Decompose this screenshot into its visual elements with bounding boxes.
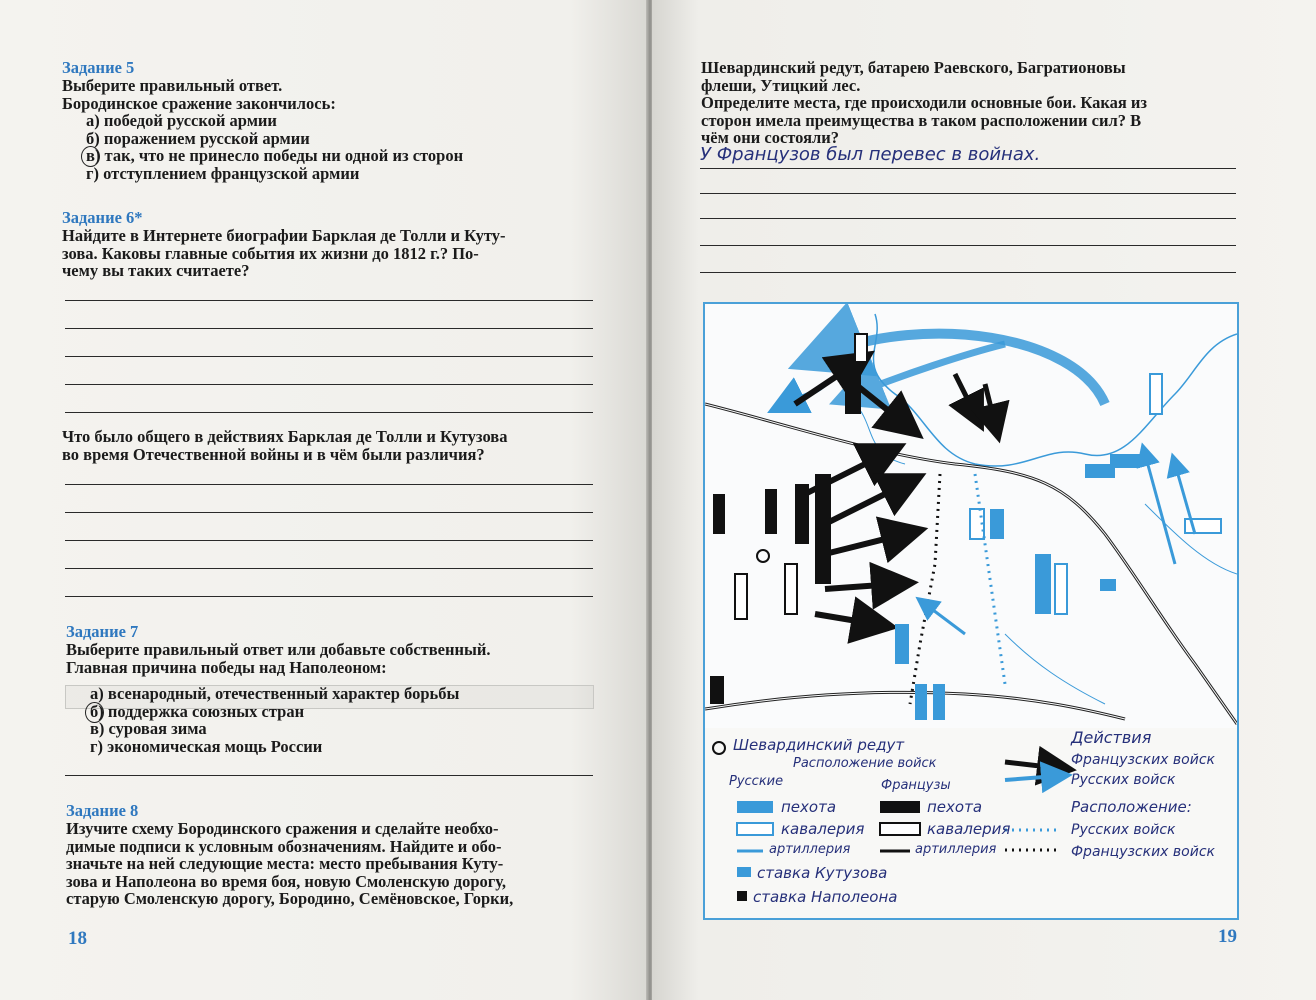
- task-6-question-2: Что было общего в действиях Барклая де Толли и Кутузова во время Отечественной войны и в чём были различия?: [62, 427, 508, 464]
- french-attack-arrow: [815, 614, 875, 624]
- answer-line[interactable]: [65, 384, 593, 385]
- french-attack-arrow: [825, 484, 905, 524]
- french-position-line: [910, 474, 940, 704]
- russian-infantry: [933, 684, 945, 720]
- task-7: [66, 623, 626, 676]
- task-7-option-c[interactable]: в) суровая зима: [90, 719, 207, 739]
- task-8: Задание 8 Изучите схему Бородинского сражения и сделайте необхо- димые подписи к условным обозначениям. Найдите и обо- значьте на ней следующие места: место пребывания Куту- зова и Наполеона во время боя, новую Смоленскую дорогу, старую Смоленскую дорогу, Бородино, Семёновское, Горки,: [66, 802, 626, 908]
- legend-actions-heading: Действия: [1071, 728, 1152, 747]
- task-7-line-1: Выберите правильный ответ или добавьте собственный.: [66, 640, 491, 659]
- borodino-battle-map: [703, 302, 1239, 732]
- left-page: [0, 0, 648, 1000]
- answer-line[interactable]: [65, 540, 593, 541]
- russian-cavalry: [1055, 564, 1067, 614]
- french-attack-arrow: [825, 584, 895, 589]
- french-cavalry: [785, 564, 797, 614]
- task-7-title: Задание 7: [66, 622, 139, 641]
- answer-line[interactable]: [65, 512, 593, 513]
- french-attack-arrow: [985, 384, 995, 424]
- kutuzov-hq: [1100, 579, 1116, 591]
- french-attack-arrow: [825, 534, 905, 554]
- legend-french-actions-label: Французских войск: [1071, 752, 1215, 768]
- task-6-line-1: Найдите в Интернете биографии Барклая де Толли и Куту-: [62, 226, 506, 245]
- russian-infantry: [1035, 554, 1051, 614]
- legend-russian-label: Русские: [729, 774, 784, 789]
- russian-infantry: [1110, 454, 1140, 468]
- legend-russian-cavalry: [737, 823, 773, 835]
- legend-french-infantry-label: пехота: [927, 798, 983, 816]
- task-6-line-3: чему вы таких считаете?: [62, 261, 250, 281]
- legend-french-label: Французы: [881, 778, 951, 793]
- page-number-left: 18: [68, 928, 87, 949]
- task-7-option-d[interactable]: г) экономическая мощь России: [90, 736, 323, 756]
- answer-line[interactable]: [65, 300, 593, 301]
- legend-french-position-label: Французских войск: [1071, 844, 1215, 860]
- russian-cavalry: [1150, 374, 1162, 414]
- task-5-option-b[interactable]: б) поражением русской армии: [86, 128, 310, 148]
- shevardino-redoubt: [757, 550, 769, 562]
- french-attack-arrow: [955, 374, 975, 414]
- legend-kutuzov-label: ставка Кутузова: [757, 864, 888, 882]
- task-6: [62, 209, 622, 280]
- legend-russian-actions-label: Русских войск: [1071, 772, 1176, 788]
- legend-french-artillery-label: артиллерия: [915, 842, 997, 857]
- answer-line[interactable]: [65, 356, 593, 357]
- task-5-option-a[interactable]: а) победой русской армии: [86, 111, 277, 131]
- legend-french-cavalry: [880, 823, 920, 835]
- stream: [1005, 634, 1105, 704]
- answer-line[interactable]: [65, 596, 593, 597]
- legend-napoleon-hq: [737, 891, 747, 901]
- answer-line[interactable]: [65, 568, 593, 569]
- legend-russian-artillery-label: артиллерия: [769, 842, 851, 857]
- task-5-title: Задание 5: [62, 58, 135, 77]
- battle-map-drawing: [705, 304, 1237, 730]
- russian-infantry: [915, 684, 927, 720]
- legend-french-infantry: [880, 801, 920, 813]
- legend-redoubt-label: Шевардинский редут: [733, 736, 905, 754]
- answer-line[interactable]: [65, 484, 593, 485]
- task-8-continued: Шевардинский редут, батарею Раевского, Багратионовы флеши, Утицкий лес. Определите места, где происходили основные бои. Какая из сторон имела преимущества в таком расположении сил? В чём они состояли?: [701, 58, 1148, 148]
- task-7-option-a[interactable]: а) всенародный, отечественный характер борьбы: [90, 684, 460, 703]
- answer-line[interactable]: [700, 168, 1236, 169]
- legend-disposition-label: Расположение войск: [793, 756, 937, 771]
- legend-russian-infantry: [737, 801, 773, 813]
- answer-line[interactable]: [700, 272, 1236, 273]
- task-5-instruction: Выберите правильный ответ.: [62, 76, 283, 95]
- answer-line[interactable]: [65, 775, 593, 776]
- russian-cavalry-raid-arrow: [855, 344, 1005, 394]
- legend-napoleon-label: ставка Наполеона: [753, 888, 898, 906]
- task-6-title: Задание 6*: [62, 208, 143, 227]
- napoleon-hq: [710, 676, 724, 704]
- task-5: [62, 59, 622, 183]
- map-legend: [703, 728, 1239, 920]
- task-7-options: [66, 685, 626, 755]
- task-8-title: Задание 8: [66, 801, 139, 820]
- french-infantry: [845, 364, 861, 414]
- french-infantry: [795, 484, 809, 544]
- task-7-line-2: Главная причина победы над Наполеоном:: [66, 657, 387, 677]
- answer-line[interactable]: [700, 193, 1236, 194]
- legend-french-cavalry-label: кавалерия: [927, 820, 1011, 838]
- french-infantry: [765, 489, 777, 534]
- legend-redoubt-symbol: [713, 742, 725, 754]
- legend-kutuzov-hq: [737, 867, 751, 877]
- task-5-option-d[interactable]: г) отступлением французской армии: [86, 163, 360, 183]
- legend-position-heading: Расположение:: [1071, 798, 1192, 816]
- page-number-right: 19: [1218, 926, 1237, 947]
- answer-line[interactable]: [65, 412, 593, 413]
- answer-line[interactable]: [65, 328, 593, 329]
- french-infantry: [815, 474, 831, 584]
- handwritten-answer: У Французов был перевес в войнах.: [700, 144, 1041, 165]
- french-cavalry: [735, 574, 747, 619]
- answer-line[interactable]: [700, 245, 1236, 246]
- french-infantry: [713, 494, 725, 534]
- legend-french-action-arrow: [1005, 762, 1057, 768]
- russian-counter-arrow: [925, 604, 965, 634]
- russian-position-line: [975, 474, 1005, 684]
- legend-russian-action-arrow: [1005, 776, 1057, 780]
- legend-russian-infantry-label: пехота: [781, 798, 837, 816]
- task-7-option-b[interactable]: б) поддержка союзных стран: [66, 703, 626, 721]
- russian-infantry: [990, 509, 1004, 539]
- french-cavalry: [855, 334, 867, 362]
- russian-infantry: [895, 624, 909, 664]
- task-5-option-c[interactable]: в) так, что не принесло победы ни одной из сторон: [62, 147, 622, 165]
- french-attack-arrow: [855, 384, 905, 424]
- answer-line[interactable]: [700, 218, 1236, 219]
- task-6-line-2: зова. Каковы главные события их жизни до 1812 г.? По-: [62, 243, 479, 263]
- legend-russian-position-label: Русских войск: [1071, 822, 1176, 838]
- task-5-question: Бородинское сражение закончилось:: [62, 93, 336, 113]
- stream: [1145, 504, 1237, 574]
- legend-russian-cavalry-label: кавалерия: [781, 820, 865, 838]
